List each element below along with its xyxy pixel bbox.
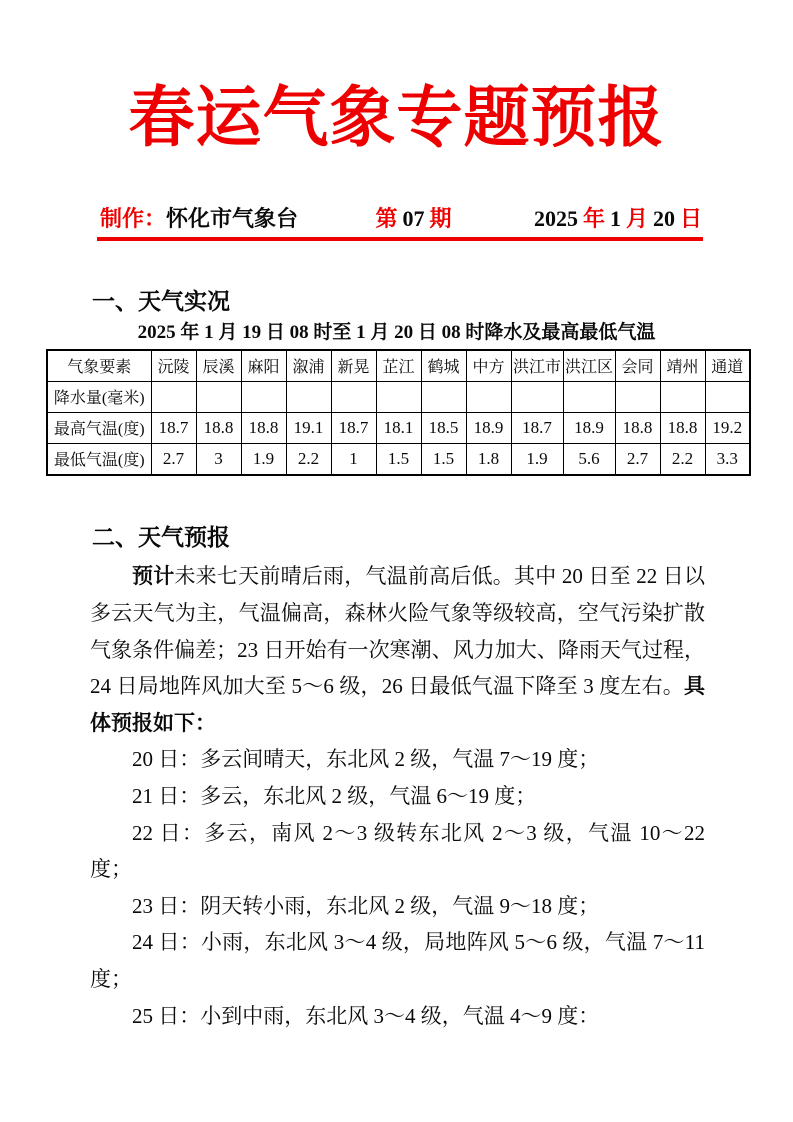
- observation-table-title: 2025 年 1 月 19 日 08 时至 1 月 20 日 08 时降水及最高最低气温: [137, 321, 656, 343]
- forecast-summary-paragraph: [90, 558, 705, 741]
- table-cell: 3.3: [705, 443, 750, 475]
- table-cell: 19.1: [286, 412, 331, 443]
- date-day: 20: [652, 205, 675, 231]
- table-cell: [705, 381, 750, 412]
- table-cell: [151, 381, 196, 412]
- table-cell: 1.8: [466, 443, 511, 475]
- table-cell: [660, 381, 705, 412]
- table-cell: [376, 381, 421, 412]
- table-cell: [241, 381, 286, 412]
- issue-number: [375, 204, 451, 234]
- section1-heading: 一、天气实况: [92, 288, 230, 315]
- date-day-unit: 日: [679, 205, 702, 231]
- issue-prefix: 第: [375, 205, 398, 231]
- table-cell: 1: [331, 443, 376, 475]
- table-cell: 1.5: [376, 443, 421, 475]
- producer: [100, 204, 298, 234]
- table-cell: 18.9: [466, 412, 511, 443]
- daily-forecast-line-21: 21 日：多云，东北风 2 级，气温 6～19 度；: [132, 783, 537, 808]
- table-cell: 18.8: [615, 412, 660, 443]
- daily-forecast-line-25: 25 日：小到中雨，东北风 3～4 级，气温 4～9 度：: [132, 1003, 600, 1028]
- daily-forecast-line-20: 20 日：多云间晴天，东北风 2 级，气温 7～19 度；: [132, 747, 600, 772]
- header-cell-station: 新晃: [331, 350, 376, 382]
- table-cell: 18.8: [660, 412, 705, 443]
- header-cell-station: 靖州: [660, 350, 705, 382]
- producer-label: 制作：: [100, 205, 167, 231]
- table-cell: 1.9: [511, 443, 563, 475]
- header-cell-station: 沅陵: [151, 350, 196, 382]
- daily-forecast-line-24: 24 日：小雨，东北风 3～4 级，局地阵风 5～6 级，气温 7～11 度；: [90, 930, 705, 991]
- table-cell: 18.7: [331, 412, 376, 443]
- masthead-divider-rule: [97, 237, 703, 241]
- header-cell-station: 会同: [615, 350, 660, 382]
- table-cell: 2.7: [615, 443, 660, 475]
- issue-date: [529, 204, 702, 234]
- daily-forecast-line-23: 23 日：阴天转小雨，东北风 2 级，气温 9～18 度；: [132, 893, 600, 918]
- table-cell: 2.2: [660, 443, 705, 475]
- row-label: 最高气温(度): [47, 412, 151, 443]
- row-label: 最低气温(度): [47, 443, 151, 475]
- header-cell-element: 气象要素: [47, 350, 151, 382]
- forecast-lead-text: 未来七天前晴后雨，气温前高后低。其中 20 日至 22 日以多云天气为主，气温偏高，森林火险气象等级较高，空气污染扩散气象条件偏差；23 日开始有一次寒潮、风力加大、降雨天气过程，24 日局地阵风加大至 5～6 级，26 日最低气温下降至 3 度左右。: [90, 564, 706, 699]
- forecast-lead-bold: 预计: [132, 564, 175, 589]
- date-year: 2025: [533, 205, 578, 231]
- header-cell-station: 辰溪: [196, 350, 241, 382]
- header-cell-station: 洪江区: [563, 350, 615, 382]
- date-month: 1: [609, 205, 621, 231]
- table-cell: 1.9: [241, 443, 286, 475]
- table-row-max-temp: [47, 412, 750, 443]
- document-title: 春运气象专题预报: [128, 82, 665, 155]
- table-cell: 18.7: [511, 412, 563, 443]
- table-row-min-temp: [47, 443, 750, 475]
- table-cell: 2.7: [151, 443, 196, 475]
- header-cell-station: 鹤城: [421, 350, 466, 382]
- table-cell: [511, 381, 563, 412]
- header-cell-station: 麻阳: [241, 350, 286, 382]
- section2-heading: 二、天气预报: [92, 523, 230, 550]
- table-cell: 18.9: [563, 412, 615, 443]
- header-cell-station: 通道: [705, 350, 750, 382]
- header-cell-station: 芷江: [376, 350, 421, 382]
- table-cell: 19.2: [705, 412, 750, 443]
- issue-value: 07: [402, 205, 425, 231]
- date-year-unit: 年: [582, 205, 605, 231]
- table-cell: 1.5: [421, 443, 466, 475]
- table-cell: [196, 381, 241, 412]
- table-cell: [466, 381, 511, 412]
- producer-name: 怀化市气象台: [166, 205, 299, 231]
- weather-observation-table: [46, 349, 751, 476]
- issue-suffix: 期: [429, 205, 452, 231]
- table-cell: [331, 381, 376, 412]
- table-cell: [286, 381, 331, 412]
- table-cell: 18.8: [241, 412, 286, 443]
- table-cell: 5.6: [563, 443, 615, 475]
- table-row-precipitation: [47, 381, 750, 412]
- forecast-lead-bold2: 具体预报如下：: [90, 674, 705, 735]
- row-label: 降水量(毫米): [47, 381, 151, 412]
- table-cell: 18.8: [196, 412, 241, 443]
- table-cell: 18.1: [376, 412, 421, 443]
- header-cell-station: 中方: [466, 350, 511, 382]
- table-cell: 2.2: [286, 443, 331, 475]
- table-cell: 3: [196, 443, 241, 475]
- date-month-unit: 月: [625, 205, 648, 231]
- table-cell: 18.5: [421, 412, 466, 443]
- masthead: [100, 204, 702, 234]
- table-cell: [615, 381, 660, 412]
- table-cell: 18.7: [151, 412, 196, 443]
- daily-forecast-line-22: 22 日：多云，南风 2～3 级转东北风 2～3 级，气温 10～22 度；: [90, 820, 705, 882]
- table-cell: [421, 381, 466, 412]
- header-cell-station: 溆浦: [286, 350, 331, 382]
- table-cell: [563, 381, 615, 412]
- table-header-row: [47, 350, 750, 382]
- header-cell-station: 洪江市: [511, 350, 563, 382]
